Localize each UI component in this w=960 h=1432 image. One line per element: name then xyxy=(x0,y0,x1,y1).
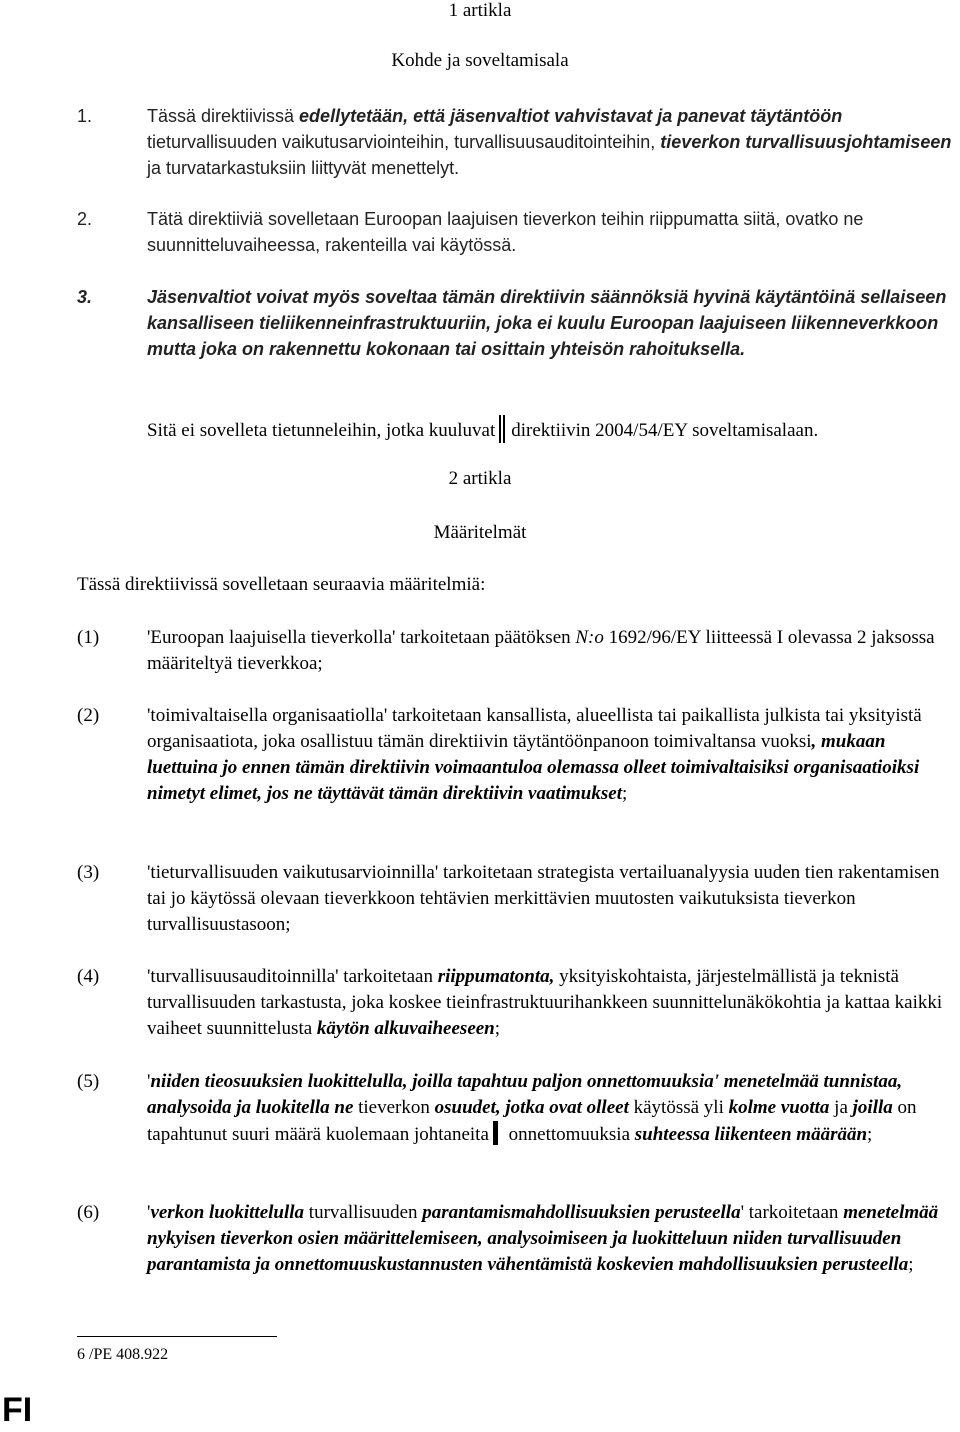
paragraph-1-number: 1. xyxy=(77,106,93,126)
paragraph-1: 1. Tässä direktiivissä edellytetään, että jäsenvaltiot vahvistavat ja panevat täytäntöön tieturvallisuuden vaikutusarviointeihin, turvallisuusauditointeihin, tieverkon turvallisuusjohtamiseen ja turvatarkastuksiin liittyvät menettelyt. xyxy=(77,103,957,181)
footer-divider xyxy=(77,1336,277,1337)
change-bar-marker xyxy=(499,415,505,443)
article-1-heading: 1 artikla xyxy=(448,0,512,21)
definition-number: (1) xyxy=(77,627,100,648)
definition-number: (3) xyxy=(77,862,100,883)
paragraph-2-number: 2. xyxy=(77,209,93,229)
footer-reference: 6 /PE 408.922 xyxy=(77,1346,169,1363)
article-2-subheading: Määritelmät xyxy=(433,522,527,543)
change-bar-marker xyxy=(493,1121,498,1145)
definition-number: (5) xyxy=(77,1071,100,1092)
definitions-intro: Tässä direktiivissä sovelletaan seuraavia määritelmiä: xyxy=(77,574,486,595)
language-code: FI xyxy=(2,1391,33,1429)
paragraph-4: Sitä ei sovelleta tietunneleihin, jotka kuuluvat direktiivin 2004/54/EY soveltamisalaan. xyxy=(147,415,957,445)
article-1-subheading: Kohde ja soveltamisala xyxy=(391,50,569,71)
definition-number: (6) xyxy=(77,1202,100,1223)
paragraph-3-number: 3. xyxy=(77,287,93,307)
paragraph-2: 2. Tätä direktiiviä sovelletaan Euroopan laajuisen tieverkon teihin riippumatta siitä, ovatko ne suunnitteluvaiheessa, rakenteilla vai käytössä. xyxy=(77,206,957,258)
definition-number: (2) xyxy=(77,705,100,726)
paragraph-3: 3. Jäsenvaltiot voivat myös soveltaa tämän direktiivin säännöksiä hyvinä käytäntöinä sellaiseen kansalliseen tieliikenneinfrastruktuuriin, joka ei kuulu Euroopan laajuiseen liikenneverkkoon mutta joka on rakennettu kokonaan tai osittain yhteisön rahoituksella. xyxy=(77,284,957,362)
definition-number: (4) xyxy=(77,966,100,987)
article-2-heading: 2 artikla xyxy=(448,468,512,489)
